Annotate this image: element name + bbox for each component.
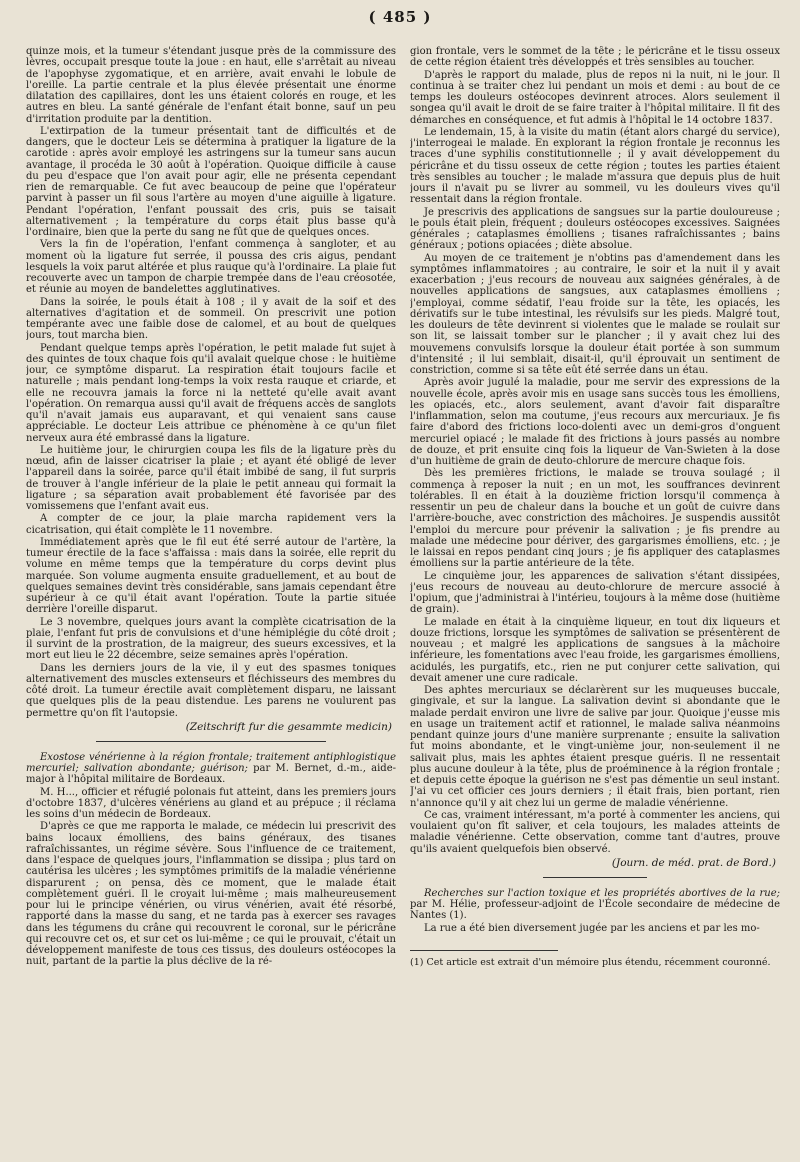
right-source-citation: (Journ. de méd. prat. de Bord.) — [611, 856, 776, 869]
right-column — [410, 46, 780, 1154]
left-article-title: Exostose vénérienne à la région frontale; traitement antiphlogistique mercuriel; salivation abondante; guérison; — [26, 751, 396, 774]
section-divider — [543, 877, 647, 878]
paragraph: Après avoir jugulé la maladie, pour me servir des expressions de la nouvelle école, après avoir mis en usage sans succès tous les émolliens, les opiacés, etc., alors seulement, avant d'avoir fait disparaître l'inflammation, selon ma coutume, j'eus recours aux mercuriaux. Je fis faire d'abord des frictions loco-dolenti avec un demi-gros d'onguent mercuriel opiacé ; le malade fit des frictions à jours passés au nombre de douze, et prit ensuite cinq fois la liqueur de Van-Swieten à la dose d'un huitième de grain de deuto-chlorure de mercure chaque fois. — [410, 377, 780, 467]
paragraph: Dès les premières frictions, le malade se trouva soulagé ; il commença à reposer la nuit ; en un mot, les souffrances devinrent tolérables. Il en était à la douzième friction lorsqu'il commença à ressentir un peu de chaleur dans la bouche et un goût de cuivre dans l'arrière-bouche, avec constriction des mâchoires. Je suspendis aussitôt l'emploi du mercure pour prévenir la salivation ; je fis prendre au malade une médecine pour dériver, des gargarismes émolliens, etc. ; je le laissai en repos pendant cinq jours ; je fis appliquer des cataplasmes émolliens sur la partie antérieure de la tête. — [410, 468, 780, 570]
paragraph: Immédiatement après que le fil eut été serré autour de l'artère, la tumeur érectile de la face s'affaissa : mais dans la soirée, elle reprit du volume en même temps que la température du corps devint plus marquée. Son volume augmenta ensuite graduellement, et au bout de quelques semaines devint très considérable, sans jamais cependant être supérieur à ce qu'il était avant l'opération. Toute la partie située derrière l'oreille disparut. — [26, 536, 396, 616]
footnote: (1) Cet article est extrait d'un mémoire plus étendu, récemment couronné. — [410, 956, 771, 968]
paragraph: Je prescrivis des applications de sangsues sur la partie douloureuse ; le pouls était plein, fréquent ; douleurs ostéocopes excessives. Saignées générales ; cataplasmes émolliens ; tisanes rafraîchissantes ; bains généraux ; potions opiacées ; diète absolue. — [410, 206, 780, 252]
paragraph: Au moyen de ce traitement je n'obtins pas d'amendement dans les symptômes inflammatoires ; au contraire, le soir et la nuit il y avait exacerbation ; j'eus recours de nouveau aux saignées générales, à de nouvelles applications de sangsues, aux cataplasmes émolliens ; j'employai, comme sédatif, l'eau froide sur la tête, les opiacés, les dérivatifs sur le tube intestinal, les révulsifs sur les pieds. Malgré tout, les douleurs de tête devinrent si violentes que le malade se roulait sur son lit, se laissait tomber sur le plancher ; il y avait chez lui des mouvemens convulsifs lorsque la douleur était portée à son summum d'intensité ; il lui semblait, disait-il, qu'il éprouvait un sentiment de constriction, comme si sa tête eût été serrée dans un étau. — [410, 252, 780, 376]
paragraph: Le 3 novembre, quelques jours avant la complète cicatrisation de la plaie, l'enfant fut pris de convulsions et d'une hémiplégie du côté droit ; il survint de la prostration, de la maigreur, des sueurs excessives, et la mort eut lieu le 22 décembre, seize semaines après l'opération. — [26, 616, 396, 662]
right-article-byline: par M. Hélie, professeur-adjoint de l'École secondaire de médecine de Nantes (1). — [410, 899, 780, 922]
left-article-byline: par M. Bernet, d.-m., aide-major à l'hôpital militaire de Bordeaux. — [26, 763, 396, 786]
left-article-body — [26, 787, 396, 968]
paragraph: A compter de ce jour, la plaie marcha rapidement vers la cicatrisation, qui était complète le 11 novembre. — [26, 513, 396, 536]
left-article-heading — [26, 752, 396, 786]
paragraph: Dans la soirée, le pouls était à 108 ; il y avait de la soif et des alternatives d'agitation et de sommeil. On prescrivit une potion tempérante avec une faible dose de calomel, et au bout de quelques jours, tout marcha bien. — [26, 296, 396, 342]
left-source-citation: (Zeitschrift fur die gesammte medicin) — [185, 720, 392, 733]
section-divider — [96, 741, 325, 742]
right-article-body — [410, 923, 780, 934]
paragraph: La rue a été bien diversement jugée par les anciens et par les mo- — [424, 922, 760, 934]
paragraph: gion frontale, vers le sommet de la tête ; le péricrâne et le tissu osseux de cette région étaient très développés et très sensibles au toucher. — [410, 46, 780, 69]
paragraph: Dans les derniers jours de la vie, il y eut des spasmes toniques alternativement des muscles extenseurs et fléchisseurs des membres du côté droit. La tumeur érectile avait complètement disparu, ne laissant que quelques plis de la peau distendue. Les parens ne voulurent pas permettre qu'on fît l'autopsie. — [26, 662, 396, 719]
paragraph: Le lendemain, 15, à la visite du matin (étant alors chargé du service), j'interrogeai le malade. En explorant la région frontale je reconnus les traces d'une syphilis constitutionnelle ; il y avait développement du péricrâne et du tissu osseux de cette région ; toutes les parties étaient très sensibles au toucher ; le malade m'assura que depuis plus de huit jours il n'avait pu se livrer au sommeil, vu les douleurs vives qu'il ressentait dans la région frontale. — [410, 126, 780, 206]
paragraph: Le malade en était à la cinquième liqueur, en tout dix liqueurs et douze frictions, lorsque les symptômes de salivation se présentèrent de nouveau ; et malgré les applications de sangsues à la mâchoire inférieure, les fomentations avec l'eau froide, les gargarismes émolliens, acidulés, les purgatifs, etc., rien ne put conjurer cette salivation, qui devait amener une cure radicale. — [410, 616, 780, 684]
page-number: ( 485 ) — [368, 8, 432, 26]
right-article-heading — [410, 888, 780, 922]
paragraph: quinze mois, et la tumeur s'étendant jusque près de la commissure des lèvres, occupait presque toute la joue : en haut, elle s'arrêtait au niveau de l'apophyse zygomatique, et en arrière, avait envahi le lobule de l'oreille. La partie centrale et la plus élevée présentait une énorme dilatation des capillaires, dont les uns étaient colorés en rouge, et les autres en bleu. La santé générale de l'enfant était bonne, sauf un peu d'irritation produite par la dentition. — [26, 46, 396, 125]
paragraph: D'après ce que me rapporta le malade, ce médecin lui prescrivit des bains locaux émolliens, des bains généraux, des tisanes rafraîchissantes, un régime sévère. Sous l'influence de ce traitement, dans l'espace de quelques jours, l'inflammation se dissipa ; plus tard on cautérisa les ulcères ; les symptômes primitifs de la maladie vénérienne disparurent ; on pensa, dès ce moment, que le malade était complètement guéri. Il le croyait lui-même ; mais malheureusement pour lui le principe vénérien, ou virus vénérien, avait été résorbé, rapporté dans la masse du sang, et ne tarda pas à exercer ses ravages dans les tégumens du crâne qui recouvrent le coronal, sur le péricrâne qui recouvre cet os, et sur cet os lui-même ; ce qui le prouvait, c'était un développement manifeste de tous ces tissus, des douleurs ostéocopes la nuit, partant de la partie la plus déclive de la ré- — [26, 821, 396, 968]
paragraph: M. H..., officier et réfugié polonais fut atteint, dans les premiers jours d'octobre 1837, d'ulcères vénériens au gland et au prépuce ; il réclama les soins d'un médecin de Bordeaux. — [26, 786, 396, 820]
paragraph: Le huitième jour, le chirurgien coupa les fils de la ligature près du nœud, afin de laisser cicatriser la plaie ; et ayant été obligé de lever l'appareil dans la soirée, parce qu'il était imbibé de sang, il fut surpris de trouver à l'angle inférieur de la plaie le petit anneau qui formait la ligature ; sa séparation avait probablement été favorisée par des vomissemens que l'enfant avait eus. — [26, 444, 396, 512]
paragraph: Des aphtes mercuriaux se déclarèrent sur les muqueuses buccale, gingivale, et sur la langue. La salivation devint si abondante que le malade perdait environ une livre de salive par jour. Quoique j'eusse mis en usage un traitement actif et rationnel, le malade saliva néanmoins pendant quinze jours d'une manière surprenante ; ensuite la salivation fut moins abondante, et le vingt-unième jour, non-seulement il ne salivait plus, mais les aphtes étaient presque guéris. Il ne ressentait plus aucune douleur à la tête, plus de proéminence à la région frontale ; et depuis cette époque la guérison ne s'est pas démentie un seul instant. J'ai vu cet officier ces jours derniers ; il était frais, bien portant, rien n'annonce qu'il y ait chez lui un germe de maladie vénérienne. — [410, 685, 780, 809]
footnote-rule — [410, 950, 558, 951]
paragraph: D'après le rapport du malade, plus de repos ni la nuit, ni le jour. Il continua à se traiter chez lui pendant un mois et demi : au bout de ce temps les douleurs ostéocopes devinrent atroces. Alors seulement il songea qu'il avait le droit de se faire traiter à l'hôpital militaire. Il fit des démarches en conséquence, et fut admis à l'hôpital le 14 octobre 1837. — [410, 69, 780, 126]
paragraph: Pendant quelque temps après l'opération, le petit malade fut sujet à des quintes de toux chaque fois qu'il avalait quelque chose : le huitième jour, ce symptôme disparut. La respiration était toujours facile et naturelle ; mais pendant long-temps la voix resta rauque et criarde, et elle ne recouvra jamais la force ni la netteté qu'elle avait avant l'opération. On remarqua aussi qu'il avait de fréquens accès de sanglots qu'il n'avait jamais eus auparavant, et qui venaient sans cause appréciable. Le docteur Leis attribue ce phénomène à ce qu'un filet nerveux aura été embrassé dans la ligature. — [26, 342, 396, 444]
paragraph: Vers la fin de l'opération, l'enfant commença à sangloter, et au moment où la ligature fut serrée, il poussa des cris aigus, pendant lesquels la voix parut altérée et plus rauque qu'à l'ordinaire. La plaie fut recouverte avec un tampon de charpie trempée dans de l'eau créosotée, et réunie au moyen de bandelettes agglutinatives. — [26, 239, 396, 296]
paragraph: Le cinquième jour, les apparences de salivation s'étant dissipées, j'eus recours de nouveau au deuto-chlorure de mercure associé à l'opium, que j'administrai à l'intérieu, toujours à la même dose (huitième de grain). — [410, 570, 780, 616]
right-paragraphs — [410, 46, 780, 855]
paragraph: Ce cas, vraiment intéressant, m'a porté à commenter les anciens, qui voulaient qu'on fît saliver, et cela toujours, les malades atteints de maladie vénérienne. Cette observation, comme tant d'autres, prouve qu'ils avaient quelquefois bien observé. — [410, 809, 780, 855]
right-article-title: Recherches sur l'action toxique et les propriétés abortives de la rue; — [424, 887, 780, 899]
paragraph: L'extirpation de la tumeur présentait tant de difficultés et de dangers, que le docteur Leis se détermina à pratiquer la ligature de la carotide : après avoir employé les astringens sur la tumeur sans aucun avantage, il procéda le 30 août à l'opération. Quoique difficile à cause du peu d'espace que l'on avait pour agir, elle ne présenta cependant rien de remarquable. Ce fut avec beaucoup de peine que l'opérateur parvint à passer un fil sous l'artère au moyen d'une aiguille à ligature. Pendant l'opération, l'enfant poussait des cris, puis se taisait alternativement ; la température du corps était plus basse qu'à l'ordinaire, bien que la perte du sang ne fût que de quelques onces. — [26, 125, 396, 238]
left-column — [26, 46, 396, 1154]
left-paragraphs — [26, 46, 396, 719]
